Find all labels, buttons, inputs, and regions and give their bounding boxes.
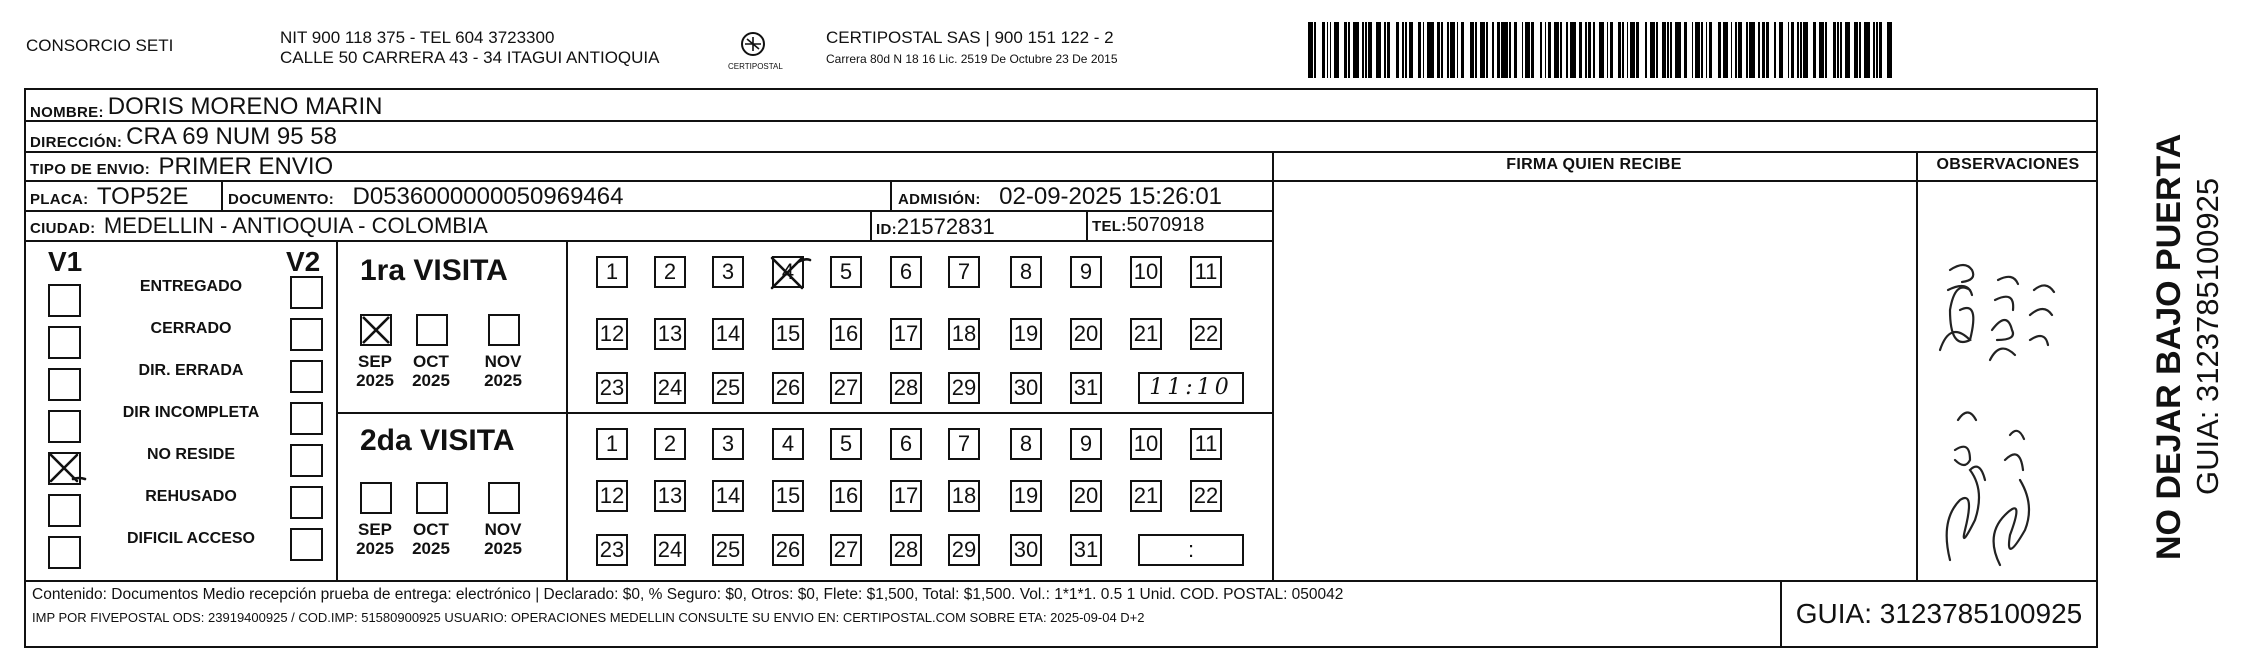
barcode-bar	[1837, 22, 1839, 78]
barcode-bar	[1876, 22, 1878, 78]
visit1-day-box[interactable]: 28	[890, 372, 922, 404]
tel-field	[1092, 214, 1204, 237]
visit2-day-box[interactable]: 20	[1070, 480, 1102, 512]
visit2-day-box[interactable]: 1	[596, 428, 628, 460]
barcode-bar	[1788, 22, 1790, 78]
visit1-day-box[interactable]: 23	[596, 372, 628, 404]
barcode-bar	[1864, 22, 1870, 78]
visit2-month-label	[478, 520, 528, 558]
barcode-bar	[1645, 22, 1647, 78]
month-name: SEP	[357, 520, 393, 539]
barcode-bar	[1695, 22, 1700, 78]
status-label: CERRADO	[150, 320, 232, 337]
barcode-bar	[1774, 22, 1776, 78]
company-name: CONSORCIO SETI	[26, 36, 174, 55]
visit2-month-checkbox[interactable]	[488, 482, 520, 514]
barcode-bar	[1545, 22, 1547, 78]
barcode-bar	[1447, 22, 1449, 78]
status-label: REHUSADO	[145, 488, 237, 505]
footer-contenido: Contenido: Documentos Medio recepción prueba de entrega: electrónico | Declarado: $0, % Seguro: $0, Otros: $0, Flete: $1,500, Total: $1,500. Vol.: 1*1*1. 0.5 1 Unid. COD. POSTAL: 050042	[32, 586, 1344, 603]
admision-field	[898, 183, 1222, 211]
visit2-day-box[interactable]: 31	[1070, 534, 1102, 566]
visit1-day-box[interactable]: 26	[772, 372, 804, 404]
visit1-time-box[interactable]: 11:10	[1138, 372, 1244, 404]
barcode-bar	[1409, 22, 1414, 78]
barcode-bar	[1840, 22, 1842, 78]
courier-name: CERTIPOSTAL SAS | 900 151 122 - 2	[826, 28, 1114, 47]
visit2-day-box[interactable]: 25	[712, 534, 744, 566]
v2-checkbox[interactable]	[290, 402, 323, 435]
nombre-row	[26, 88, 2026, 122]
month-year: 2025	[356, 371, 394, 390]
logo-text: CERTIPOSTAL	[728, 62, 783, 71]
id-field	[876, 214, 995, 240]
visit2-month-checkbox[interactable]	[360, 482, 392, 514]
visit2-time-box[interactable]: :	[1138, 534, 1244, 566]
barcode-bar	[1531, 22, 1534, 78]
barcode-bar	[1396, 22, 1399, 78]
no-dejar-warning: NO DEJAR BAJO PUERTA	[2150, 133, 2188, 560]
barcode-bar	[1588, 22, 1591, 78]
barcode-bar	[1308, 22, 1313, 78]
placa-label: PLACA:	[30, 191, 89, 208]
visit2-day-box[interactable]: 9	[1070, 428, 1102, 460]
barcode-bar	[1636, 22, 1639, 78]
barcode-bar	[1384, 22, 1386, 78]
status-label: DIR INCOMPLETA	[122, 404, 260, 421]
visit2-day-box[interactable]: 6	[890, 428, 922, 460]
visit1-month-checkbox[interactable]	[360, 314, 392, 346]
barcode-bar	[1675, 22, 1681, 78]
barcode-bar	[1887, 22, 1892, 78]
month-year: 2025	[412, 371, 450, 390]
barcode-bar	[1334, 22, 1339, 78]
visit1-day-box[interactable]: 22	[1190, 318, 1222, 350]
barcode-bar	[1797, 22, 1799, 78]
barcode-bar	[1630, 22, 1635, 78]
barcode-bar	[1650, 22, 1655, 78]
barcode-bar	[1492, 22, 1494, 78]
barcode-bar	[1514, 22, 1517, 78]
visit2-day-box[interactable]: 13	[654, 480, 686, 512]
visit1-day-box[interactable]: 13	[654, 318, 686, 350]
barcode-bar	[1791, 22, 1794, 78]
visit1-day-box[interactable]: 30	[1010, 372, 1042, 404]
barcode-bar	[1554, 22, 1559, 78]
barcode-bar	[1314, 22, 1316, 78]
barcode-bar	[1758, 22, 1760, 78]
observation-handwriting	[1930, 230, 2080, 390]
barcode-bar	[1402, 22, 1404, 78]
barcode-bar	[1709, 22, 1712, 78]
visit2-day-box[interactable]: 4	[772, 428, 804, 460]
visit1-day-box[interactable]: 29	[948, 372, 980, 404]
visit2-day-box[interactable]: 16	[830, 480, 862, 512]
barcode-bar	[1749, 22, 1755, 78]
barcode-bar	[1470, 22, 1473, 78]
check-x-icon	[768, 254, 812, 292]
v2-checkbox[interactable]	[290, 444, 323, 477]
visit1-day-box[interactable]: 15	[772, 318, 804, 350]
visit2-day-box[interactable]: 26	[772, 534, 804, 566]
visit1-day-box[interactable]: 6	[890, 256, 922, 288]
side-guia: GUIA: 3123785100925	[2190, 177, 2225, 495]
courier-license: Carrera 80d N 18 16 Lic. 2519 De Octubre 23 De 2015	[826, 52, 1118, 66]
barcode-bar	[1330, 22, 1332, 78]
barcode-bar	[1387, 22, 1390, 78]
barcode-bar	[1706, 22, 1708, 78]
barcode-bar	[1501, 22, 1507, 78]
v2-checkbox[interactable]	[290, 486, 323, 519]
barcode-bar	[1344, 22, 1347, 78]
visit1-day-box[interactable]: 24	[654, 372, 686, 404]
visit1-day-box[interactable]: 7	[948, 256, 980, 288]
barcode-bar	[1610, 22, 1613, 78]
barcode-bar	[1618, 22, 1621, 78]
barcode-bar	[1670, 22, 1672, 78]
barcode-bar	[1833, 22, 1836, 78]
v2-checkbox[interactable]	[290, 528, 323, 561]
barcode-bar	[1497, 22, 1500, 78]
month-name: NOV	[484, 352, 522, 371]
visit1-day-box[interactable]: 1	[596, 256, 628, 288]
barcode-bar	[1738, 22, 1741, 78]
barcode-bar	[1461, 22, 1464, 78]
v1-label: V1	[48, 246, 83, 277]
barcode-bar	[1701, 22, 1703, 78]
visit2-day-box[interactable]: 30	[1010, 534, 1042, 566]
footer-guia: GUIA: 3123785100925	[1795, 598, 2083, 629]
barcode-bar	[1522, 22, 1524, 78]
barcode-bar	[1348, 22, 1350, 78]
observaciones-header: OBSERVACIONES	[1936, 156, 2080, 173]
visit1-day-box[interactable]: 8	[1010, 256, 1042, 288]
barcode-bar	[1819, 22, 1824, 78]
visit2-day-box[interactable]: 14	[712, 480, 744, 512]
visit2-day-box[interactable]: 18	[948, 480, 980, 512]
placa-field	[30, 183, 189, 211]
barcode-bar	[1322, 22, 1325, 78]
barcode-bar	[1766, 22, 1769, 78]
barcode-bar	[1475, 22, 1477, 78]
visit2-month-checkbox[interactable]	[416, 482, 448, 514]
status-label: ENTREGADO	[139, 278, 243, 295]
id-label: ID:	[876, 221, 897, 238]
barcode-bar	[1486, 22, 1488, 78]
visit2-title: 2da VISITA	[360, 424, 515, 457]
barcode-bar	[1418, 22, 1421, 78]
certipostal-logo	[728, 30, 783, 76]
status-label: DIFICIL ACCESO	[126, 530, 255, 547]
tipo-value: PRIMER ENVIO	[158, 153, 334, 180]
barcode-bar	[1656, 22, 1658, 78]
visit2-day-box[interactable]: 27	[830, 534, 862, 566]
barcode-bar	[1800, 22, 1802, 78]
visit1-day-box[interactable]: 5	[830, 256, 862, 288]
company-nit-tel: NIT 900 118 375 - TEL 604 3723300	[280, 28, 555, 47]
barcode-bar	[1825, 22, 1827, 78]
barcode-bar	[1622, 22, 1624, 78]
visit2-day-box[interactable]: 21	[1130, 480, 1162, 512]
barcode-bar	[1423, 22, 1425, 78]
barcode-bar	[1353, 22, 1359, 78]
barcode-bar	[1441, 22, 1443, 78]
barcode-bar	[1585, 22, 1587, 78]
barcode-bar	[1684, 22, 1687, 78]
barcode-bar	[1779, 22, 1784, 78]
visit1-month-label	[478, 352, 528, 390]
v2-checkbox[interactable]	[290, 276, 323, 309]
barcode-bar	[1762, 22, 1765, 78]
visit2-day-box[interactable]: 7	[948, 428, 980, 460]
visit2-day-box[interactable]: 3	[712, 428, 744, 460]
month-name: NOV	[484, 520, 522, 539]
month-year: 2025	[484, 371, 522, 390]
barcode-bar	[1327, 22, 1329, 78]
visit1-month-checkbox[interactable]	[488, 314, 520, 346]
direccion-label: DIRECCIÓN:	[30, 134, 123, 151]
month-year: 2025	[356, 539, 394, 558]
visit1-day-box[interactable]: 2	[654, 256, 686, 288]
barcode-bar	[1746, 22, 1748, 78]
visit1-day-box[interactable]: 17	[890, 318, 922, 350]
barcode-bar	[1368, 22, 1371, 78]
barcode-bar	[1579, 22, 1582, 78]
visit2-day-box[interactable]: 2	[654, 428, 686, 460]
barcode-bar	[1813, 22, 1816, 78]
barcode-bar	[1570, 22, 1576, 78]
barcode-bar	[1376, 22, 1381, 78]
status-label: NO RESIDE	[146, 446, 235, 463]
admision-label: ADMISIÓN:	[898, 191, 981, 208]
documento-field	[228, 183, 623, 211]
placa-value: TOP52E	[96, 183, 189, 210]
barcode-bar	[1859, 22, 1861, 78]
month-name: OCT	[413, 520, 449, 539]
barcode-bar	[1854, 22, 1857, 78]
barcode-bar	[1362, 22, 1364, 78]
visit2-day-box[interactable]: 22	[1190, 480, 1222, 512]
direccion-value: CRA 69 NUM 95 58	[126, 123, 337, 150]
visit1-day-box[interactable]: 25	[712, 372, 744, 404]
visit2-day-box[interactable]: 5	[830, 428, 862, 460]
visit2-day-box[interactable]: 19	[1010, 480, 1042, 512]
barcode-bar	[1427, 22, 1433, 78]
barcode-bar	[1540, 22, 1542, 78]
footer-imp: IMP POR FIVEPOSTAL ODS: 23919400925 / COD.IMP: 51580900925 USUARIO: OPERACIONES MEDELLIN CONSULTE SU ENVIO EN: CERTIPOSTAL.COM SOBRE ETA: 2025-09-04 D+2	[32, 610, 1145, 625]
barcode	[1308, 22, 1898, 78]
visit1-day-box[interactable]: 3	[712, 256, 744, 288]
barcode-bar	[1607, 22, 1609, 78]
visit2-day-box[interactable]: 29	[948, 534, 980, 566]
documento-label: DOCUMENTO:	[228, 191, 335, 208]
visit1-day-box[interactable]: 14	[712, 318, 744, 350]
barcode-bar	[1548, 22, 1551, 78]
barcode-bar	[1803, 22, 1808, 78]
month-year: 2025	[484, 539, 522, 558]
signature-handwriting	[1930, 390, 2070, 580]
tel-value: 5070918	[1126, 214, 1205, 236]
barcode-bar	[1450, 22, 1455, 78]
barcode-bar	[1405, 22, 1407, 78]
visit1-day-box[interactable]: 9	[1070, 256, 1102, 288]
direccion-row	[26, 120, 2026, 152]
barcode-bar	[1735, 22, 1737, 78]
company-address: CALLE 50 CARRERA 43 - 34 ITAGUI ANTIOQUIA	[280, 48, 660, 67]
barcode-bar	[1662, 22, 1665, 78]
visit1-day-box[interactable]: 19	[1010, 318, 1042, 350]
visit1-day-box[interactable]: 12	[596, 318, 628, 350]
visit1-month-checkbox[interactable]	[416, 314, 448, 346]
visit1-day-box[interactable]: 11	[1190, 256, 1222, 288]
visit1-day-box[interactable]: 20	[1070, 318, 1102, 350]
barcode-bar	[1731, 22, 1733, 78]
barcode-bar	[1718, 22, 1721, 78]
visit2-day-box[interactable]: 11	[1190, 428, 1222, 460]
visit1-day-box[interactable]: 4	[772, 256, 804, 288]
id-value: 21572831	[896, 214, 995, 239]
month-name: OCT	[413, 352, 449, 371]
barcode-bar	[1593, 22, 1595, 78]
admision-value: 02-09-2025 15:26:01	[999, 183, 1223, 210]
status-label: DIR. ERRADA	[138, 362, 244, 379]
v2-checkbox[interactable]	[290, 318, 323, 351]
barcode-bar	[1667, 22, 1669, 78]
visit2-day-box[interactable]: 28	[890, 534, 922, 566]
visit1-month-label	[406, 352, 456, 390]
documento-value: D0536000000050969464	[352, 183, 624, 210]
visit1-day-box[interactable]: 21	[1130, 318, 1162, 350]
month-year: 2025	[412, 539, 450, 558]
visit1-day-box[interactable]: 16	[830, 318, 862, 350]
visit1-day-box[interactable]: 27	[830, 372, 862, 404]
tipo-label: TIPO DE ENVIO:	[30, 161, 151, 178]
visit1-day-box[interactable]: 31	[1070, 372, 1102, 404]
barcode-bar	[1560, 22, 1562, 78]
firma-header: FIRMA QUIEN RECIBE	[1506, 156, 1682, 173]
visit2-day-box[interactable]: 8	[1010, 428, 1042, 460]
barcode-bar	[1457, 22, 1459, 78]
barcode-bar	[1566, 22, 1568, 78]
barcode-bar	[1365, 22, 1367, 78]
visit2-month-label	[350, 520, 400, 558]
visit2-day-box[interactable]: 17	[890, 480, 922, 512]
ciudad-label: CIUDAD:	[30, 220, 96, 237]
barcode-bar	[1845, 22, 1850, 78]
v2-label: V2	[286, 246, 321, 277]
barcode-bar	[1873, 22, 1875, 78]
month-name: SEP	[357, 352, 393, 371]
v2-checkbox[interactable]	[290, 360, 323, 393]
visit2-day-box[interactable]: 15	[772, 480, 804, 512]
visit2-day-box[interactable]: 12	[596, 480, 628, 512]
visit1-title: 1ra VISITA	[360, 254, 508, 287]
barcode-bar	[1879, 22, 1882, 78]
ciudad-value: MEDELLIN - ANTIOQUIA - COLOMBIA	[103, 213, 488, 238]
barcode-bar	[1437, 22, 1440, 78]
barcode-bar	[1627, 22, 1629, 78]
barcode-bar	[1480, 22, 1485, 78]
ciudad-field	[30, 213, 488, 239]
visit1-day-box[interactable]: 10	[1130, 256, 1162, 288]
barcode-bar	[1599, 22, 1604, 78]
barcode-bar	[1692, 22, 1694, 78]
nombre-value: DORIS MORENO MARIN	[107, 93, 383, 120]
barcode-bar	[1509, 22, 1511, 78]
check-x-icon	[360, 314, 392, 346]
tel-label: TEL:	[1092, 218, 1127, 235]
tipo-row	[30, 153, 333, 181]
nombre-label: NOMBRE:	[30, 104, 104, 121]
visit2-day-box[interactable]: 23	[596, 534, 628, 566]
barcode-bar	[1723, 22, 1728, 78]
visit2-day-box[interactable]: 24	[654, 534, 686, 566]
visit2-day-box[interactable]: 10	[1130, 428, 1162, 460]
visit1-month-label	[350, 352, 400, 390]
barcode-bar	[1525, 22, 1530, 78]
visit2-month-label	[406, 520, 456, 558]
visit1-day-box[interactable]: 18	[948, 318, 980, 350]
